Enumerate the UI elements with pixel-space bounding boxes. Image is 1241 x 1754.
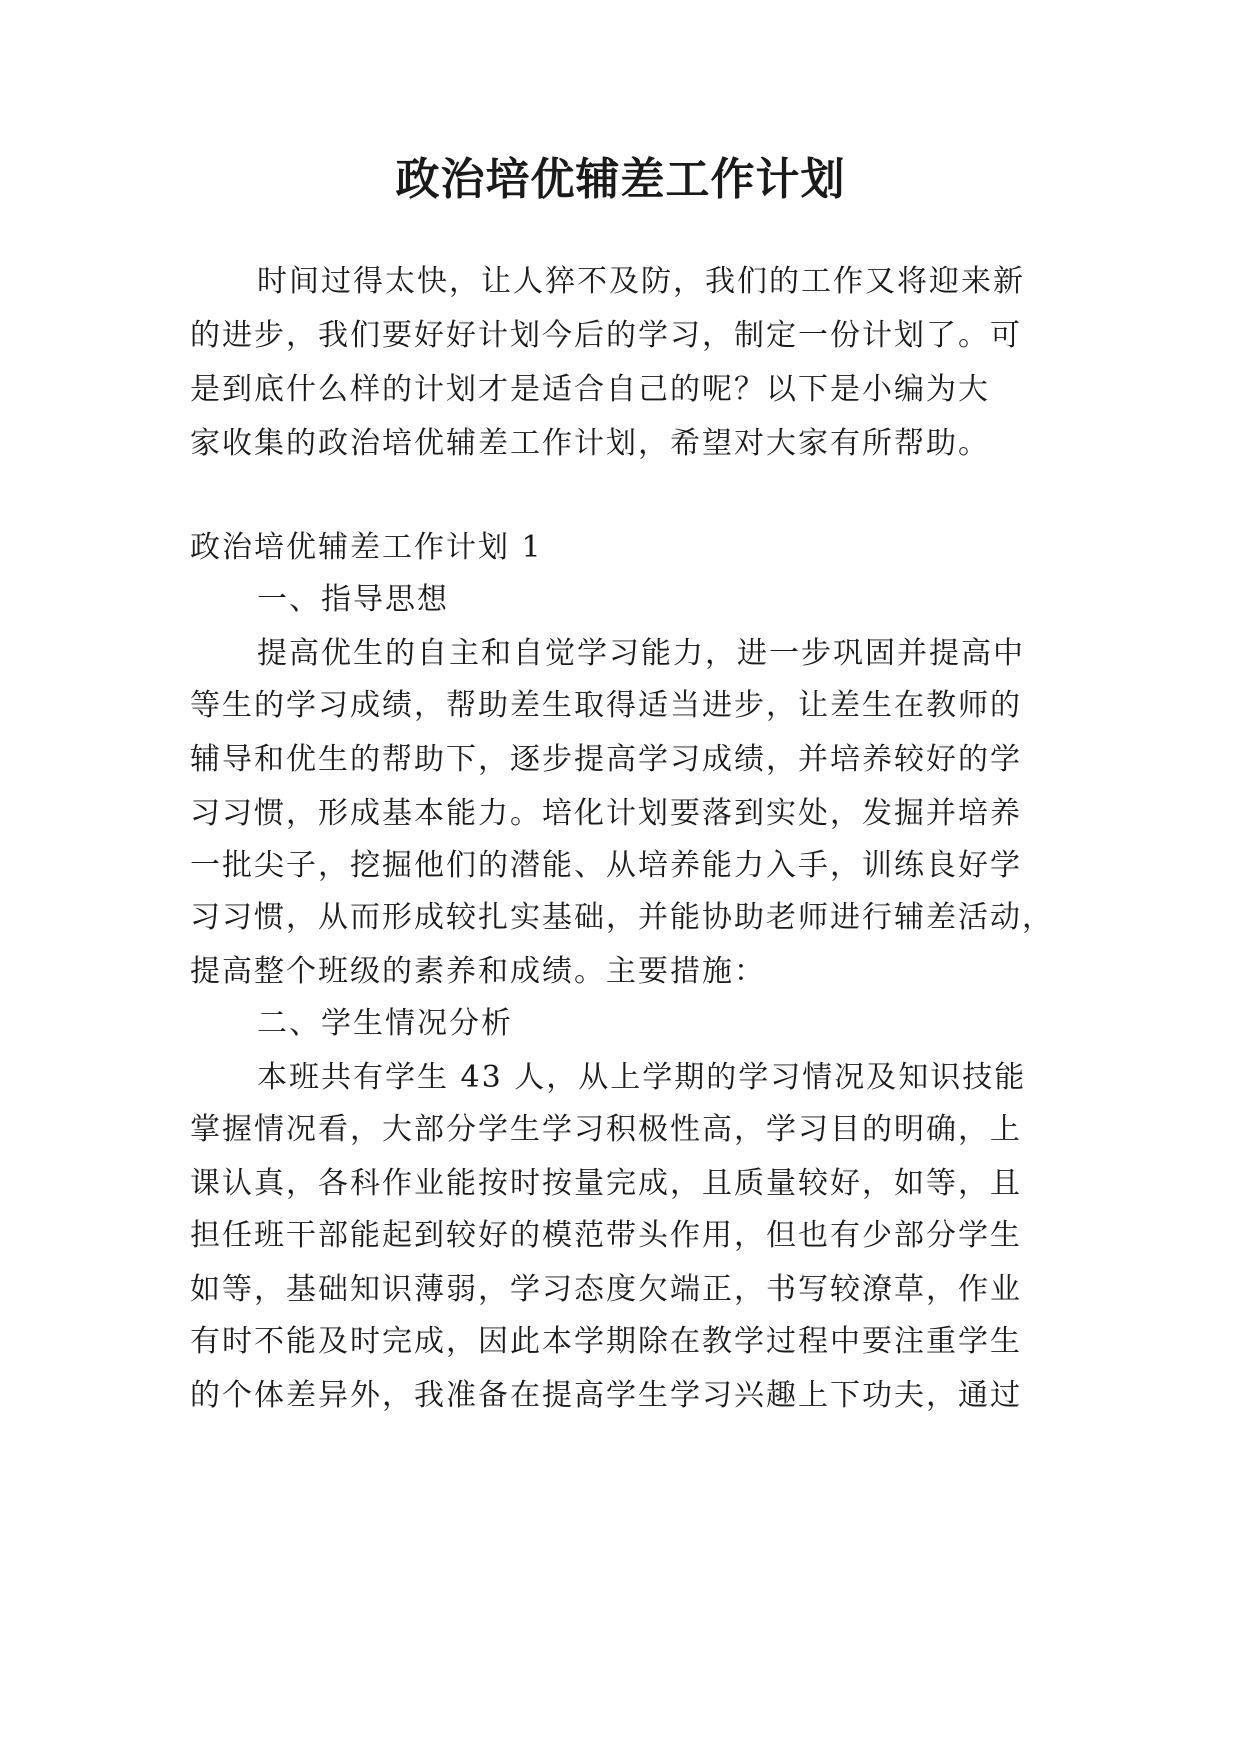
paragraph-line: 辅导和优生的帮助下，逐步提高学习成绩，并培养较好的学 (190, 742, 1022, 777)
paragraph-line: 时间过得太快，让人猝不及防，我们的工作又将迎来新 (257, 264, 1025, 299)
paragraph-line: 一批尖子，挖掘他们的潜能、从培养能力入手，训练良好学 (190, 848, 1022, 883)
subsection-heading: 一、指导思想 (257, 582, 449, 617)
paragraph-line: 本班共有学生 43 人，从上学期的学习情况及知识技能 (257, 1060, 1027, 1095)
section-heading: 政治培优辅差工作计划 1 (190, 530, 543, 565)
paragraph-line: 提高优生的自主和自觉学习能力，进一步巩固并提高中 (257, 636, 1025, 671)
paragraph-line: 习习惯，从而形成较扎实基础，并能协助老师进行辅差活动， (190, 900, 1054, 935)
paragraph-line: 课认真，各科作业能按时按量完成，且质量较好，如等，且 (190, 1166, 1022, 1201)
paragraph-line: 家收集的政治培优辅差工作计划，希望对大家有所帮助。 (190, 426, 990, 461)
paragraph-line: 如等，基础知识薄弱，学习态度欠端正，书写较潦草，作业 (190, 1272, 1022, 1307)
document-title: 政治培优辅差工作计划 (395, 154, 846, 205)
paragraph-line: 习习惯，形成基本能力。培化计划要落到实处，发掘并培养 (190, 796, 1022, 831)
paragraph-line: 的个体差异外，我准备在提高学生学习兴趣上下功夫，通过 (190, 1378, 1022, 1413)
paragraph-line: 担任班干部能起到较好的模范带头作用，但也有少部分学生 (190, 1218, 1022, 1253)
paragraph-line: 是到底什么样的计划才是适合自己的呢？以下是小编为大 (190, 372, 990, 407)
paragraph-line: 有时不能及时完成，因此本学期除在教学过程中要注重学生 (190, 1324, 1022, 1359)
paragraph-line: 掌握情况看，大部分学生学习积极性高，学习目的明确，上 (190, 1112, 1022, 1147)
paragraph-line: 的进步，我们要好好计划今后的学习，制定一份计划了。可 (190, 318, 1022, 353)
paragraph-line: 提高整个班级的素养和成绩。主要措施： (190, 954, 766, 989)
subsection-heading: 二、学生情况分析 (257, 1006, 513, 1041)
paragraph-line: 等生的学习成绩，帮助差生取得适当进步，让差生在教师的 (190, 688, 1022, 723)
